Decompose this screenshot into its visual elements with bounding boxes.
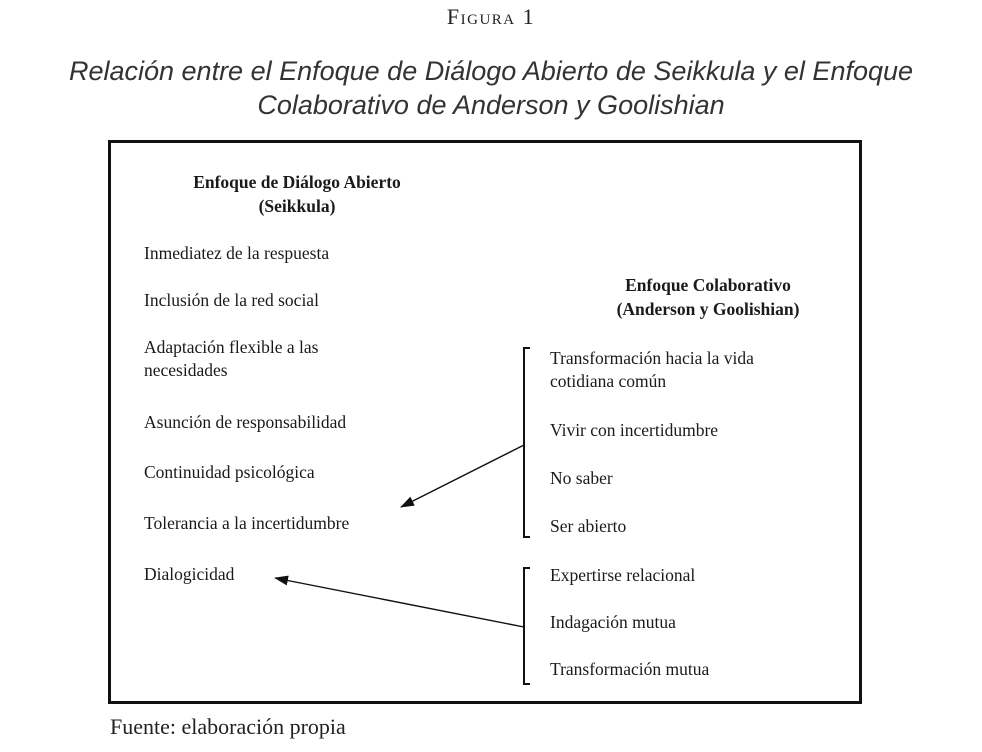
arrow-group1-to-tolerancia [401,445,524,507]
left-item-inmediatez: Inmediatez de la respuesta [144,243,330,263]
left-heading-line-1: Enfoque de Diálogo Abierto [193,172,401,192]
right-item-expertirse: Expertirse relacional [550,565,696,585]
right-heading-line-2: (Anderson y Goolishian) [616,299,800,319]
arrow-group2-to-dialogicidad [275,578,524,627]
bracket-group-2 [524,568,530,684]
right-item-ser-abierto: Ser abierto [550,516,627,536]
right-item-transformacion-mutua: Transformación mutua [550,659,710,679]
left-item-adaptacion-line-1: Adaptación flexible a las [144,337,319,357]
left-item-dialogicidad: Dialogicidad [144,564,235,584]
left-item-continuidad: Continuidad psicológica [144,462,315,482]
right-item-indagacion: Indagación mutua [550,612,676,632]
figure-label: Figura 1 [446,4,536,29]
left-item-asuncion: Asunción de responsabilidad [144,412,347,432]
right-item-no-saber: No saber [550,468,613,488]
right-item-transformacion-vida-line-1: Transformación hacia la vida [550,348,754,368]
source-note: Fuente: elaboración propia [110,714,346,739]
figure-title-line-1: Relación entre el Enfoque de Diálogo Abierto de Seikkula y el Enfoque [68,56,914,86]
figure-title-line-2: Colaborativo de Anderson y Goolishian [257,90,725,120]
left-heading-line-2: (Seikkula) [258,196,336,216]
bracket-group-1 [524,348,530,537]
left-item-adaptacion-line-2: necesidades [144,360,228,380]
right-item-transformacion-vida-line-2: cotidiana común [550,371,667,391]
right-heading-line-1: Enfoque Colaborativo [625,275,791,295]
left-item-tolerancia: Tolerancia a la incertidumbre [144,513,350,533]
right-item-vivir-incertidumbre: Vivir con incertidumbre [550,420,719,440]
left-item-inclusion: Inclusión de la red social [144,290,319,310]
